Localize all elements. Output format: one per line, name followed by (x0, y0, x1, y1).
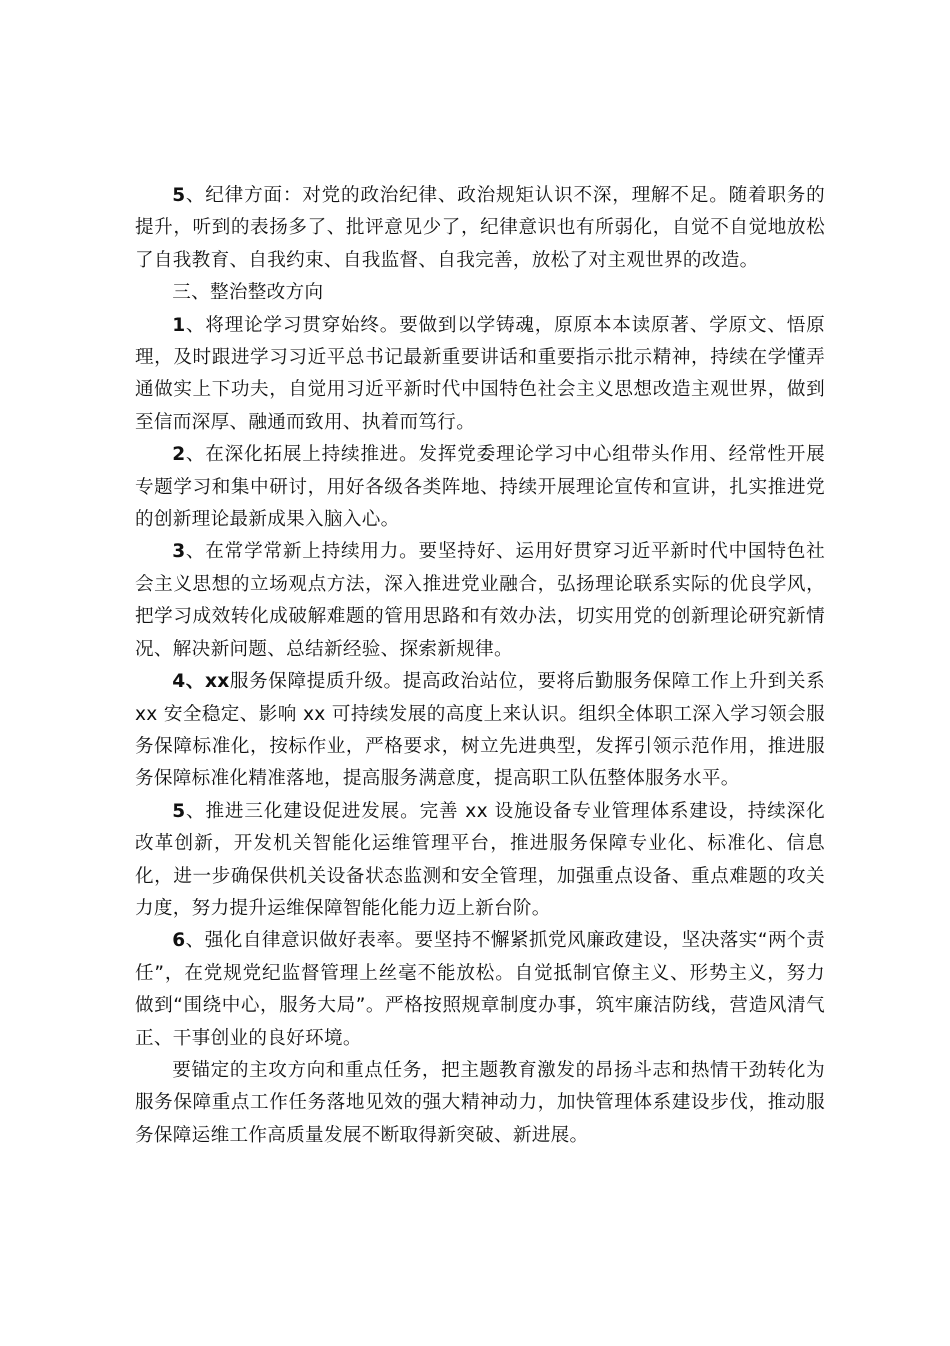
paragraph-text: 服务保障提质升级。提高政治站位，要将后勤服务保障工作上升到关系 xx 安全稳定、影响 xx 可持续发展的高度上来认识。组织全体职工深入学习领会服务保障标准化，按标作业，严格要求，树立先进典型，发挥引领示范作用，推进服务保障标准化精准落地，提高服务满意度，提高职工队伍整体服务水平。 (135, 671, 826, 790)
paragraph-item-6 (135, 925, 825, 1055)
document-body (135, 180, 825, 1152)
item-number: 1 (172, 314, 186, 336)
paragraph-text: 要锚定的主攻方向和重点任务，把主题教育激发的昂扬斗志和热情干劲转化为服务保障重点工作任务落地见效的强大精神动力，加快管理体系建设步伐，推动服务保障运维工作高质量发展不断取得新突破、新进展。 (135, 1059, 825, 1146)
item-number: 6 (172, 930, 186, 952)
paragraph-text: 、推进三化建设促进发展。完善 xx 设施设备专业管理体系建设，持续深化改革创新，开发机关智能化运维管理平台，推进服务保障专业化、标准化、信息化，进一步确保供机关设备状态监测和安全管理，加强重点设备、重点难题的攻关力度，努力提升运维保障智能化能力迈上新台阶。 (135, 800, 825, 919)
paragraph-conclusion (135, 1055, 825, 1152)
section-heading-text: 三、整治整改方向 (172, 282, 324, 304)
item-number: 5 (172, 800, 186, 822)
paragraph-item-4 (135, 666, 825, 796)
item-number: 2 (172, 444, 186, 466)
paragraph-text: 、将理论学习贯穿始终。要做到以学铸魂，原原本本读原著、学原文、悟原理，及时跟进学习习近平总书记最新重要讲话和重要指示批示精神，持续在学懂弄通做实上下功夫，自觉用习近平新时代中国特色社会主义思想改造主观世界，做到至信而深厚、融通而致用、执着而笃行。 (135, 314, 825, 433)
paragraph-item-5 (135, 796, 825, 926)
item-number: 5 (172, 185, 186, 206)
paragraph-item-1 (135, 310, 825, 440)
paragraph-text: 、在常学常新上持续用力。要坚持好、运用好贯穿习近平新时代中国特色社会主义思想的立场观点方法，深入推进党业融合，弘扬理论联系实际的优良学风，把学习成效转化成破解难题的管用思路和有效办法，切实用党的创新理论研究新情况、解决新问题、总结新经验、探索新规律。 (135, 541, 825, 660)
paragraph-text: 、强化自律意识做好表率。要坚持不懈紧抓党风廉政建设，坚决落实“两个责任”，在党规党纪监督管理上丝毫不能放松。自觉抵制官僚主义、形势主义，努力做到“围绕中心，服务大局”。严格按照规章制度办事，筑牢廉洁防线，营造风清气正、干事创业的良好环境。 (135, 930, 825, 1049)
section-heading (135, 277, 825, 309)
paragraph-item-3 (135, 536, 825, 666)
paragraph-discipline (135, 180, 825, 277)
paragraph-text: 、在深化拓展上持续推进。发挥党委理论学习中心组带头作用、经常性开展专题学习和集中研讨，用好各级各类阵地、持续开展理论宣传和宣讲，扎实推进党的创新理论最新成果入脑入心。 (135, 444, 825, 531)
item-number: 3 (172, 541, 186, 563)
item-number: 4、xx (172, 671, 230, 693)
paragraph-text: 、纪律方面：对党的政治纪律、政治规矩认识不深，理解不足。随着职务的提升，听到的表扬多了、批评意见少了，纪律意识也有所弱化，自觉不自觉地放松了自我教育、自我约束、自我监督、自我完善，放松了对主观世界的改造。 (135, 185, 825, 271)
paragraph-item-2 (135, 439, 825, 536)
